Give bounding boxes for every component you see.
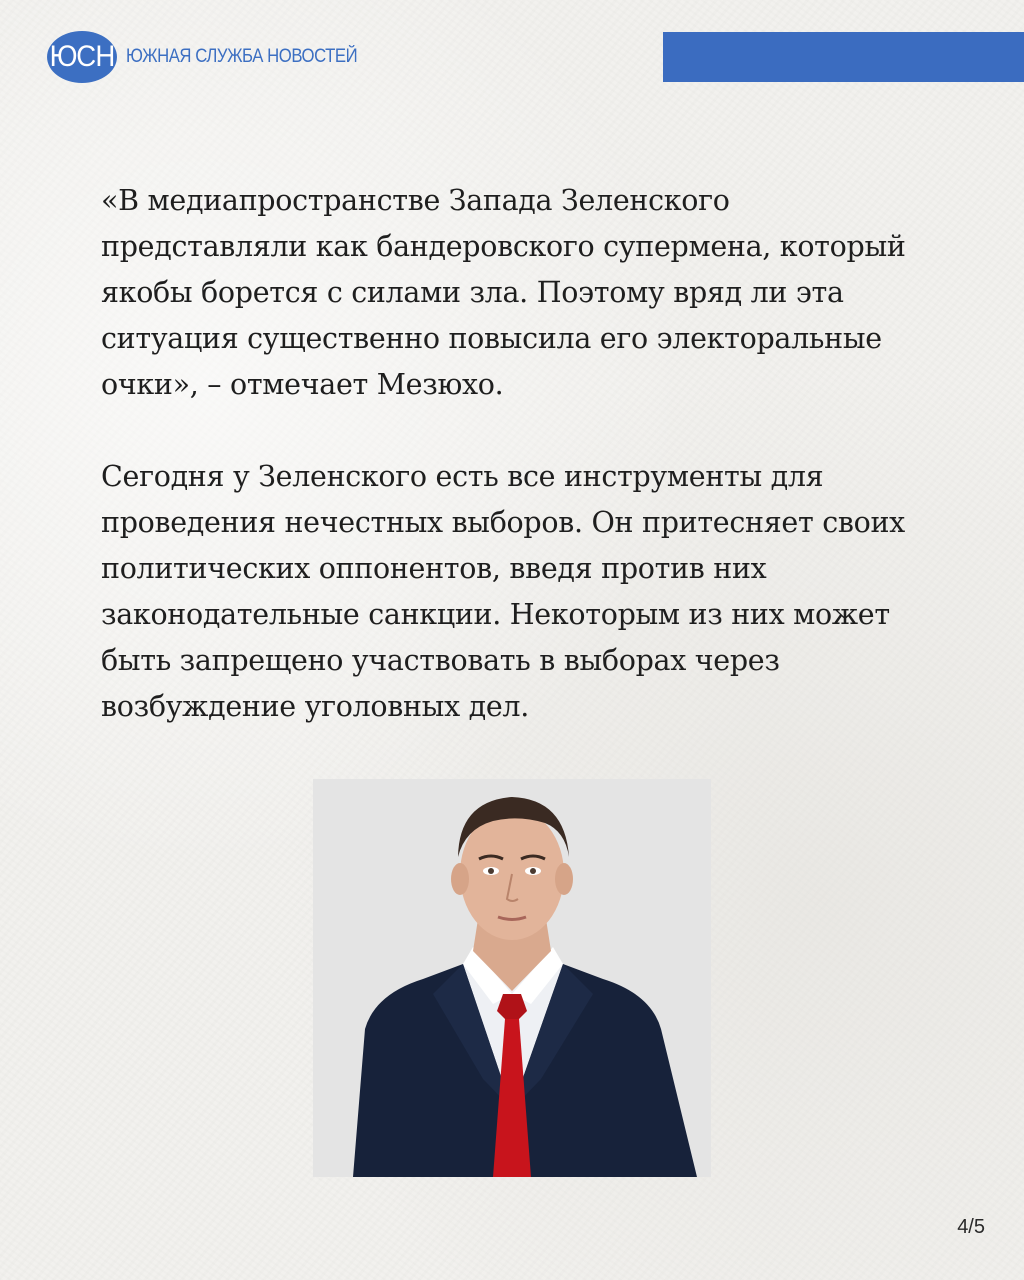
portrait-illustration	[313, 779, 711, 1177]
brand-logo	[44, 31, 389, 83]
logo-badge: ЮСН	[47, 31, 117, 83]
speaker-photo	[313, 779, 711, 1177]
body-paragraph: Сегодня у Зеленского есть все инструменты для проведения нечестных выборов. Он притесняет своих политических оппонентов, введя против них законодательные санкции. Некоторым из них может быть запрещено участвовать в выборах через возбуждение уголовных дел.	[101, 460, 905, 723]
quote-paragraph: «В медиапространстве Запада Зеленского представляли как бандеровского супермена, который якобы борется с силами зла. Поэтому вряд ли эта ситуация существенно повысила его электоральные очки», – отмечает Мезюхо.	[101, 184, 906, 401]
logo-name: ЮЖНАЯ СЛУЖБА НОВОСТЕЙ	[126, 46, 358, 67]
header-accent-bar	[663, 32, 1024, 82]
article-body	[101, 178, 941, 730]
page-counter: 4/5	[957, 1216, 985, 1238]
